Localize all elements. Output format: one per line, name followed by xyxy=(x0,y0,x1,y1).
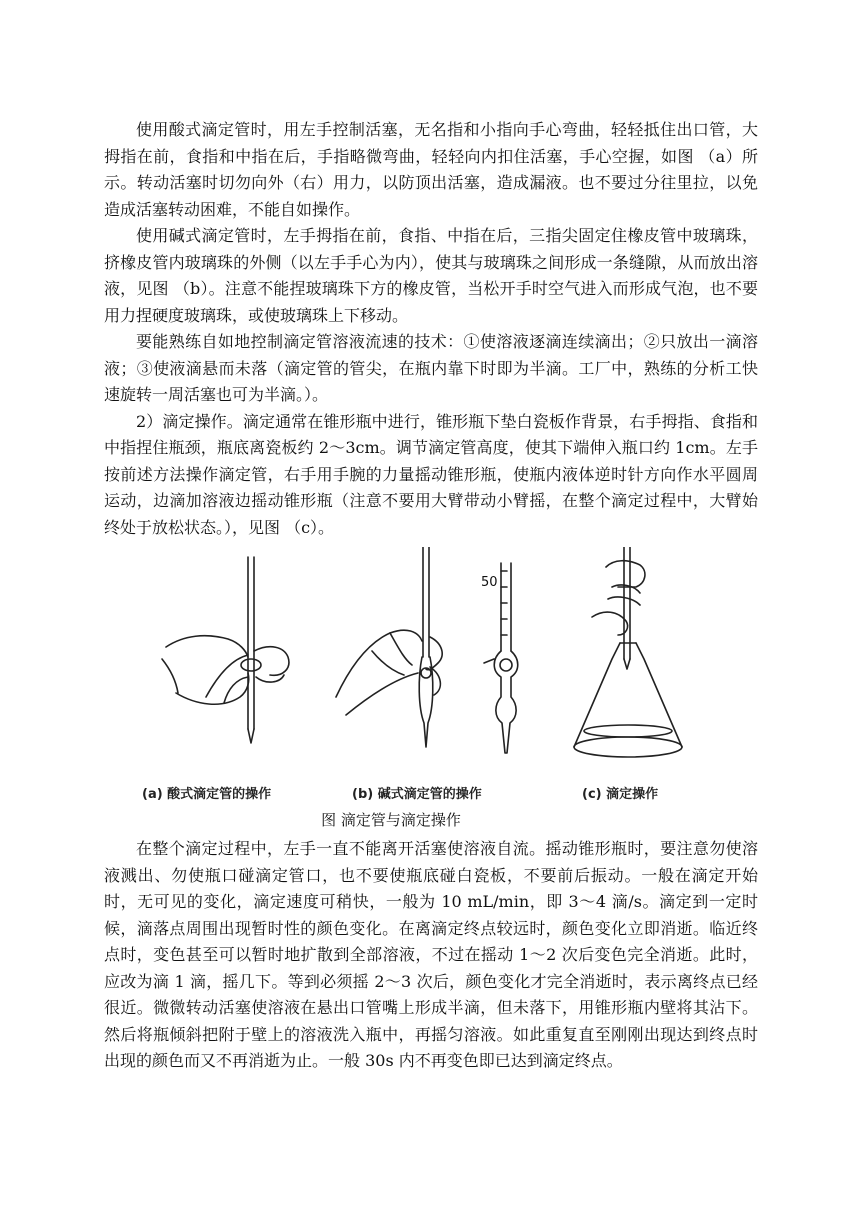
paragraph-endpoint-procedure: 在整个滴定过程中，左手一直不能离开活塞使溶液自流。摇动锥形瓶时，要注意勿使溶液溅出、勿使瓶口碰滴定管口，也不要使瓶底碰白瓷板，不要前后振动。一般在滴定开始时，无可见的变化，滴定速度可稍快，一般为 10 mL/min，即 3～4 滴/s。滴定到一定时候，滴落点周围出现暂时性的颜色变化。在离滴定终点较远时，颜色变化立即消逝。临近终点时，变色甚至可以暂时地扩散到全部溶液，不过在摇动 1～2 次后变色完全消逝。此时，应改为滴 1 滴，摇几下。等到必须摇 2～3 次后，颜色变化才完全消逝时，表示离终点已经很近。微微转动活塞使溶液在悬出口管嘴上形成半滴，但未落下，用锥形瓶内壁将其沾下。然后将瓶倾斜把附于壁上的溶液洗入瓶中，再摇匀溶液。如此重复直至刚刚出现达到终点时出现的颜色而又不再消逝为止。一般 30s 内不再变色即已达到滴定终点。 xyxy=(104,839,758,1070)
burette-scale-mark: 50 xyxy=(481,575,498,590)
document-page xyxy=(104,117,758,1075)
titration-flask-hand-drawing xyxy=(574,547,682,757)
titration-figure xyxy=(136,547,696,805)
base-burette-hand-drawing xyxy=(336,547,442,747)
figure-title: 图 滴定管与滴定操作 xyxy=(321,811,461,829)
graduated-burette-drawing xyxy=(484,563,518,753)
titration-illustration xyxy=(136,547,696,779)
paragraph-titration-operation: 2）滴定操作。滴定通常在锥形瓶中进行，锥形瓶下垫白瓷板作背景，右手拇指、食指和中指捏住瓶颈，瓶底离瓷板约 2～3cm。调节滴定管高度，使其下端伸入瓶口约 1cm。左手按前述方法操作滴定管，右手用手腕的力量摇动锥形瓶，使瓶内液体逆时针方向作水平圆周运动，边滴加溶液边摇动锥形瓶（注意不要用大臂带动小臂摇，在整个滴定过程中，大臂始终处于放松状态。），见图 （c）。 xyxy=(104,411,758,537)
paragraph-base-burette: 使用碱式滴定管时，左手拇指在前，食指、中指在后，三指尖固定住橡皮管中玻璃珠，挤橡皮管内玻璃珠的外侧（以左手手心为内），使其与玻璃珠之间形成一条缝隙，从而放出溶液，见图 （b）。注意不能捏玻璃珠下方的橡皮管，当松开手时空气进入而形成气泡，也不要用力捏硬度玻璃珠，或使玻璃珠上下移动。 xyxy=(104,226,758,325)
caption-base-burette: (b) 碱式滴定管的操作 xyxy=(352,787,482,802)
caption-acid-burette: (a) 酸式滴定管的操作 xyxy=(142,787,272,802)
paragraph-acid-burette: 使用酸式滴定管时，用左手控制活塞，无名指和小指向手心弯曲，轻轻抵住出口管，大拇指在前，食指和中指在后，手指略微弯曲，轻轻向内扣住活塞，手心空握，如图 （a）所示。转动活塞时切勿向外（右）用力，以防顶出活塞，造成漏液。也不要过分往里拉，以免造成活塞转动困难，不能自如操作。 xyxy=(104,120,758,219)
paragraph-flow-control: 要能熟练自如地控制滴定管溶液流速的技术：①使溶液逐滴连续滴出；②只放出一滴溶液；③使液滴悬而未落（滴定管的管尖，在瓶内靠下时即为半滴。工厂中，熟练的分析工快速旋转一周活塞也可为半滴。）。 xyxy=(104,332,758,404)
caption-titration: (c) 滴定操作 xyxy=(582,787,659,802)
acid-burette-hand-drawing xyxy=(162,557,289,743)
